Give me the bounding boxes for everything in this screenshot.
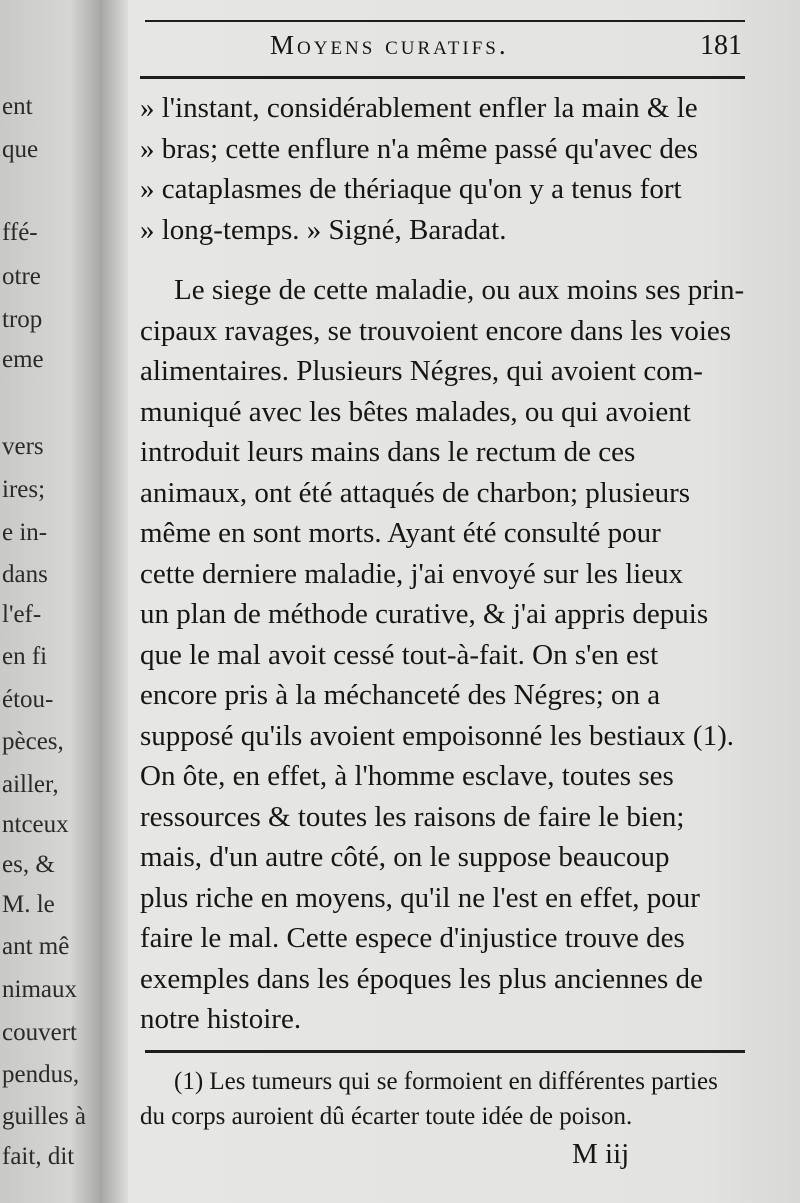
text-line: alimentaires. Plusieurs Négres, qui avoient com- (140, 355, 703, 387)
quotation-block (140, 88, 750, 250)
prev-page-fragment: ffé- (2, 219, 38, 246)
prev-page-fragment: ant mê (2, 933, 70, 960)
footnote (140, 1064, 750, 1134)
prev-page-fragment: étou- (2, 686, 54, 713)
page-header (150, 28, 750, 70)
paragraph (140, 270, 750, 1040)
prev-page-fragment: e in- (2, 519, 48, 546)
text-line: On ôte, en effet, à l'homme esclave, toutes ses (140, 760, 674, 792)
prev-page-fragment: pèces, (2, 728, 64, 755)
text-line: » long-temps. » Signé, Baradat. (140, 213, 507, 246)
footnote-line: (1) Les tumeurs qui se formoient en différentes parties (174, 1068, 718, 1095)
prev-page-fragment: vers (2, 433, 44, 460)
prev-page-fragment: ent (2, 93, 33, 120)
paragraph-gap (140, 250, 750, 270)
prev-page-fragment: l'ef- (2, 601, 42, 628)
header-rule (140, 76, 745, 79)
previous-page-edge (0, 0, 100, 1203)
text-line: » bras; cette enflure n'a même passé qu'avec des (140, 132, 698, 165)
text-line: ressources & toutes les raisons de faire le bien; (140, 800, 685, 833)
main-text (140, 88, 750, 1040)
prev-page-fragment: nimaux (2, 976, 77, 1003)
text-line: supposé qu'ils avoient empoisonné les bestiaux (1). (140, 719, 734, 752)
text-line: cipaux ravages, se trouvoient encore dans les voies (140, 314, 732, 347)
prev-page-fragment: en fi (2, 643, 48, 670)
prev-page-fragment: guilles à (2, 1103, 87, 1130)
prev-page-fragment: otre (2, 263, 41, 290)
text-line: que le mal avoit cessé tout-à-fait. On s'en est (140, 638, 659, 671)
text-line: introduit leurs mains dans le rectum de ces (140, 436, 636, 468)
signature-mark: M iij (572, 1138, 630, 1170)
prev-page-fragment: es, & (2, 851, 55, 878)
prev-page-fragment: dans (2, 561, 48, 588)
text-line: même en sont morts. Ayant été consulté pour (140, 517, 661, 549)
text-line: plus riche en moyens, qu'il ne l'est en effet, pour (140, 881, 700, 914)
prev-page-fragment: que (2, 136, 39, 163)
page-number: 181 (700, 30, 742, 61)
text-line: exemples dans les époques les plus anciennes de (140, 962, 703, 995)
text-line: faire le mal. Cette espece d'injustice trouve des (140, 922, 685, 954)
prev-page-fragment: ailler, (2, 771, 59, 798)
gutter-shadow (100, 0, 128, 1203)
prev-page-fragment: pendus, (2, 1061, 80, 1088)
text-line: Le siege de cette maladie, ou aux moins ses prin- (174, 274, 745, 306)
top-rule (145, 20, 745, 22)
prev-page-fragment: M. le (2, 891, 55, 918)
text-line: cette derniere maladie, j'ai envoyé sur les lieux (140, 557, 684, 590)
text-line: animaux, ont été attaqués de charbon; plusieurs (140, 476, 691, 509)
prev-page-fragment: ires; (2, 476, 46, 503)
prev-page-fragment: ntceux (2, 811, 69, 838)
footnote-rule (145, 1050, 745, 1053)
text-line: muniqué avec les bêtes malades, ou qui avoient (140, 395, 691, 428)
running-title: Moyens curatifs. (270, 30, 509, 60)
footnote-line: du corps auroient dû écarter toute idée de poison. (140, 1103, 633, 1130)
prev-page-fragment: couvert (2, 1019, 77, 1046)
text-line: encore pris à la méchanceté des Négres; on a (140, 679, 661, 711)
prev-page-fragment: eme (2, 346, 44, 373)
text-line: » l'instant, considérablement enfler la main & le (140, 92, 698, 124)
text-line: » cataplasmes de thériaque qu'on y a tenus fort (140, 173, 682, 205)
text-line: un plan de méthode curative, & j'ai appris depuis (140, 598, 709, 630)
text-line: notre histoire. (140, 1003, 302, 1035)
prev-page-fragment: trop (2, 306, 43, 333)
text-line: mais, d'un autre côté, on le suppose beaucoup (140, 841, 670, 873)
prev-page-fragment: fait, dit (2, 1143, 75, 1170)
